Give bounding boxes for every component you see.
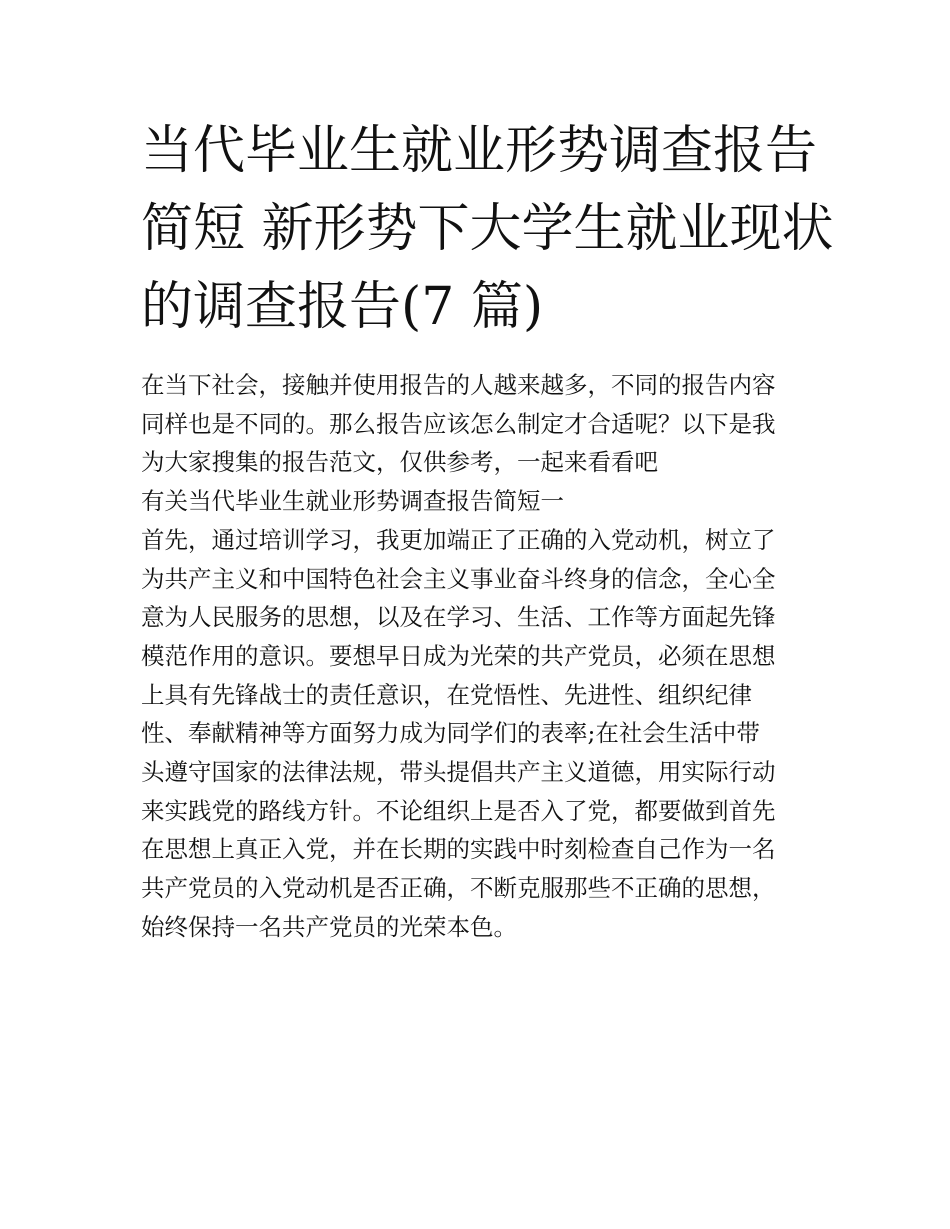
text-line: 共产党员的入党动机是否正确，不断克服那些不正确的思想，	[141, 874, 776, 903]
text-line: 性、奉献精神等方面努力成为同学们的表率;在社会生活中带	[141, 719, 760, 748]
text-line: 上具有先锋战士的责任意识，在党悟性、先进性、组织纪律	[141, 680, 752, 709]
text-line: 为共产主义和中国特色社会主义事业奋斗终身的信念，全心全	[141, 564, 776, 593]
intro-paragraph	[141, 366, 813, 482]
section-heading	[141, 482, 813, 521]
text-line: 为大家搜集的报告范文，仅供参考，一起来看看吧	[141, 448, 658, 477]
document-title	[141, 112, 834, 346]
text-line: 同样也是不同的。那么报告应该怎么制定才合适呢？以下是我	[141, 409, 776, 438]
text-line: 来实践党的路线方针。不论组织上是否入了党，都要做到首先	[141, 796, 776, 825]
section-heading-text: 有关当代毕业生就业形势调查报告简短一	[141, 487, 564, 516]
title-line: 简短 新形势下大学生就业现状	[141, 199, 834, 259]
text-line: 意为人民服务的思想，以及在学习、生活、工作等方面起先锋	[141, 603, 776, 632]
document-body	[141, 366, 813, 947]
title-line: 的调查报告(7 篇)	[141, 277, 544, 337]
text-line: 模范作用的意识。要想早日成为光荣的共产党员，必须在思想	[141, 641, 776, 670]
document-page	[141, 112, 834, 947]
text-line: 始终保持一名共产党员的光荣本色。	[141, 912, 517, 941]
text-line: 在当下社会，接触并使用报告的人越来越多，不同的报告内容	[141, 371, 776, 399]
text-line: 在思想上真正入党，并在长期的实践中时刻检查自己作为一名	[141, 835, 776, 864]
text-line: 首先，通过培训学习，我更加端正了正确的入党动机，树立了	[141, 525, 776, 554]
title-line: 当代毕业生就业形势调查报告	[141, 121, 818, 181]
body-paragraph	[141, 521, 813, 947]
text-line: 头遵守国家的法律法规，带头提倡共产主义道德，用实际行动	[141, 758, 776, 787]
